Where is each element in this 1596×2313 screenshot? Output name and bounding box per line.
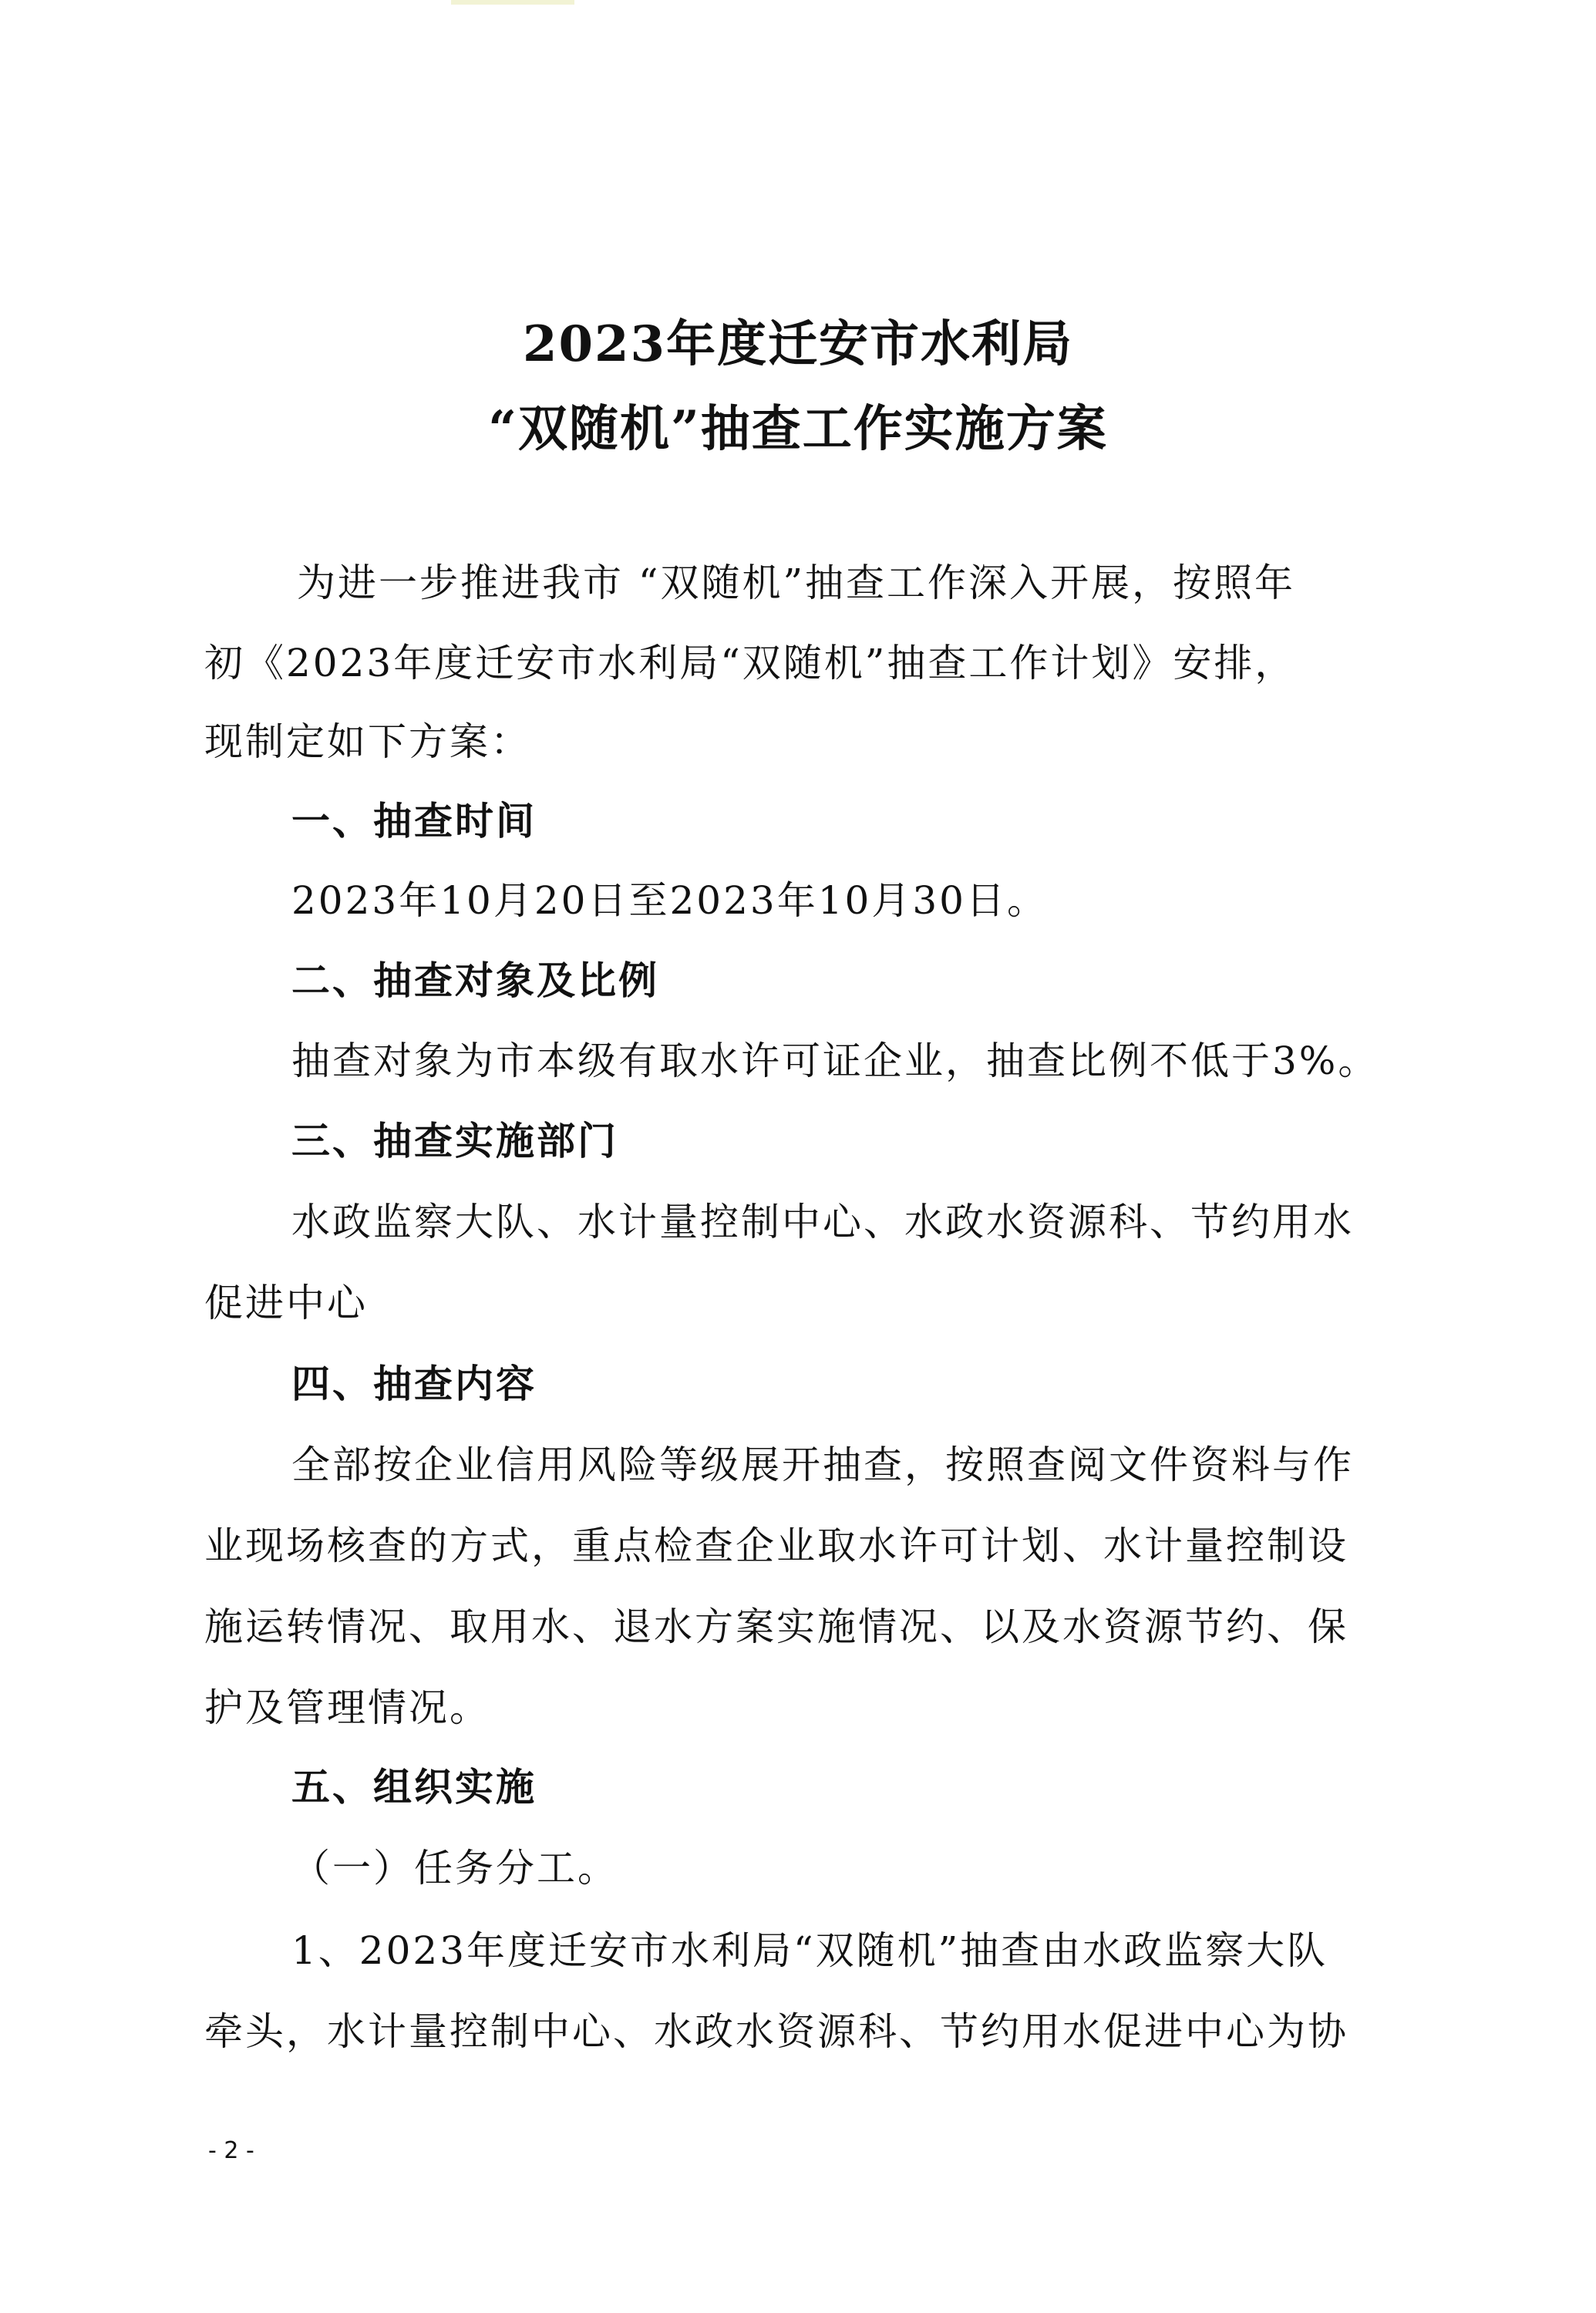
section-heading-targets: 二、抽查对象及比例 (291, 958, 659, 1003)
document-title-line1: 2023年度迁安市水利局 (522, 315, 1074, 373)
section-heading-time: 一、抽查时间 (291, 799, 537, 843)
section-body-departments-line2: 促进中心 (204, 1281, 368, 1325)
section-body-content-line3: 施运转情况、取用水、退水方案实施情况、以及水资源节约、保 (204, 1604, 1349, 1649)
section-body-time: 2023年10月20日至2023年10月30日。 (291, 878, 1048, 923)
section-heading-departments: 三、抽查实施部门 (291, 1119, 618, 1163)
page-number: - 2 - (208, 2137, 254, 2164)
item-1-line1: 1、2023年度迁安市水利局“双随机”抽查由水政监察大队 (291, 1928, 1328, 1973)
section-heading-implementation: 五、组织实施 (291, 1765, 537, 1810)
item-1-line2: 牵头，水计量控制中心、水政水资源科、节约用水促进中心为协 (204, 2009, 1349, 2054)
scan-mark (451, 0, 574, 5)
section-heading-content: 四、抽查内容 (291, 1362, 537, 1406)
document-title-line2: “双随机”抽查工作实施方案 (488, 400, 1108, 458)
subsection-task-division: （一）任务分工。 (291, 1846, 618, 1890)
section-body-content-line1: 全部按企业信用风险等级展开抽查，按照查阅文件资料与作 (291, 1443, 1354, 1487)
section-body-departments-line1: 水政监察大队、水计量控制中心、水政水资源科、节约用水 (291, 1200, 1354, 1244)
intro-line-3: 现制定如下方案： (204, 719, 531, 764)
intro-line-2: 初《2023年度迁安市水利局“双随机”抽查工作计划》安排， (204, 641, 1296, 685)
section-body-content-line4: 护及管理情况。 (204, 1685, 490, 1730)
section-body-targets: 抽查对象为市本级有取水许可证企业，抽查比例不低于3%。 (291, 1039, 1379, 1083)
intro-line-1: 为进一步推进我市 “双随机”抽查工作深入开展，按照年 (297, 561, 1296, 605)
section-body-content-line2: 业现场核查的方式，重点检查企业取水许可计划、水计量控制设 (204, 1523, 1349, 1568)
